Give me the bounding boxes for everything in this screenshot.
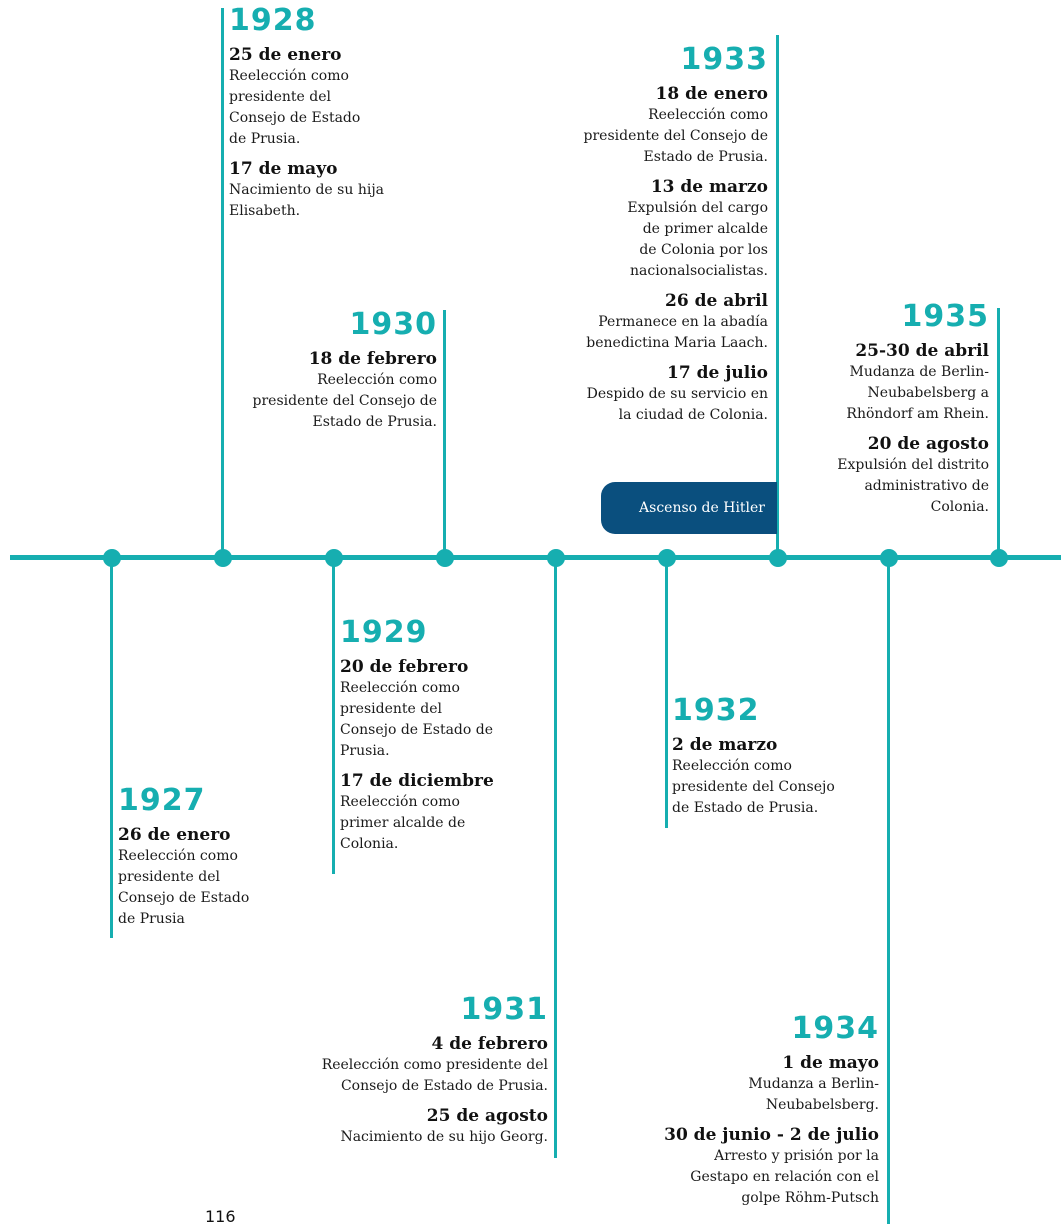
event-line: presidente del Consejo de bbox=[252, 393, 437, 409]
event-line: Estado de Prusia. bbox=[643, 149, 768, 165]
event-entry bbox=[630, 1052, 879, 1116]
year-label: 1930 bbox=[349, 307, 437, 342]
event-line: de Prusia. bbox=[229, 131, 301, 147]
year-block-1933 bbox=[540, 43, 768, 434]
event-line: Colonia. bbox=[930, 499, 989, 515]
event-entry bbox=[630, 1124, 879, 1209]
event-line: Reelección como presidente del bbox=[321, 1057, 548, 1073]
event-line: presidente del bbox=[340, 701, 442, 717]
event-entry bbox=[340, 770, 580, 855]
event-date: 13 de marzo bbox=[650, 177, 768, 197]
event-line: Estado de Prusia. bbox=[312, 414, 437, 430]
event-entry bbox=[229, 158, 459, 222]
event-date: 25 de agosto bbox=[426, 1106, 548, 1126]
event-date: 18 de febrero bbox=[308, 349, 437, 369]
event-date: 2 de marzo bbox=[672, 735, 778, 755]
event-line: la ciudad de Colonia. bbox=[618, 407, 768, 423]
stem-1927 bbox=[110, 558, 113, 938]
event-line: Consejo de Estado bbox=[118, 890, 250, 906]
event-date: 17 de mayo bbox=[229, 159, 338, 179]
event-line: presidente del Consejo bbox=[672, 779, 835, 795]
year-block-1934 bbox=[630, 1012, 879, 1217]
event-date: 17 de julio bbox=[667, 363, 768, 383]
event-date: 26 de abril bbox=[665, 291, 768, 311]
event-line: Mudanza de Berlin- bbox=[849, 364, 989, 380]
event-line: Despido de su servicio en bbox=[586, 386, 768, 402]
event-date: 20 de agosto bbox=[867, 434, 989, 454]
year-block-1930 bbox=[200, 308, 437, 441]
year-block-1929 bbox=[340, 616, 580, 863]
event-line: de primer alcalde bbox=[642, 221, 768, 237]
event-line: Prusia. bbox=[340, 743, 390, 759]
event-entry bbox=[540, 362, 768, 426]
stem-1934 bbox=[887, 558, 890, 1224]
stem-1930 bbox=[443, 310, 446, 560]
year-block-1932 bbox=[672, 694, 892, 827]
event-line: Reelección como bbox=[672, 758, 792, 774]
year-label: 1935 bbox=[901, 299, 989, 334]
event-line: Reelección como bbox=[229, 68, 349, 84]
event-line: de Prusia bbox=[118, 911, 185, 927]
event-line: Neubabelsberg a bbox=[867, 385, 989, 401]
event-line: administrativo de bbox=[864, 478, 989, 494]
event-entry bbox=[118, 824, 338, 930]
year-block-1928 bbox=[229, 4, 459, 230]
event-line: Nacimiento de su hijo Georg. bbox=[340, 1129, 548, 1145]
event-entry bbox=[540, 290, 768, 354]
event-entry bbox=[200, 348, 437, 433]
event-entry bbox=[290, 1105, 548, 1148]
year-label: 1928 bbox=[229, 3, 317, 38]
milestone-badge: Ascenso de Hitler bbox=[601, 482, 777, 534]
page-number: 116 bbox=[205, 1207, 236, 1226]
event-date: 20 de febrero bbox=[340, 657, 469, 677]
event-entry bbox=[790, 340, 989, 425]
event-line: de Estado de Prusia. bbox=[672, 800, 819, 816]
event-date: 18 de enero bbox=[655, 84, 768, 104]
event-line: Expulsión del cargo bbox=[627, 200, 768, 216]
year-block-1935 bbox=[790, 300, 989, 526]
year-label: 1927 bbox=[118, 783, 206, 818]
year-label: 1929 bbox=[340, 615, 428, 650]
event-line: de Colonia por los bbox=[639, 242, 768, 258]
event-line: primer alcalde de bbox=[340, 815, 466, 831]
stem-1928 bbox=[221, 8, 224, 560]
event-date: 30 de junio - 2 de julio bbox=[664, 1125, 879, 1145]
event-line: Reelección como bbox=[648, 107, 768, 123]
event-line: Arresto y prisión por la bbox=[714, 1148, 879, 1164]
event-entry bbox=[540, 83, 768, 168]
event-line: Consejo de Estado bbox=[229, 110, 361, 126]
event-line: Mudanza a Berlin- bbox=[748, 1076, 879, 1092]
event-line: presidente del Consejo de bbox=[583, 128, 768, 144]
event-line: Expulsión del distrito bbox=[837, 457, 989, 473]
event-line: Reelección como bbox=[317, 372, 437, 388]
event-date: 4 de febrero bbox=[431, 1034, 548, 1054]
event-line: Rhöndorf am Rhein. bbox=[846, 406, 989, 422]
event-line: Reelección como bbox=[340, 680, 460, 696]
event-entry bbox=[229, 44, 459, 150]
event-date: 1 de mayo bbox=[782, 1053, 879, 1073]
event-entry bbox=[672, 734, 892, 819]
event-line: Nacimiento de su hija bbox=[229, 182, 385, 198]
event-line: presidente del bbox=[118, 869, 220, 885]
stem-1935 bbox=[997, 308, 1000, 560]
year-label: 1931 bbox=[460, 992, 548, 1027]
year-label: 1932 bbox=[672, 693, 760, 728]
event-line: benedictina Maria Laach. bbox=[586, 335, 768, 351]
event-line: Consejo de Estado de Prusia. bbox=[340, 1078, 548, 1094]
event-date: 17 de diciembre bbox=[340, 771, 494, 791]
event-line: Reelección como bbox=[340, 794, 460, 810]
year-label: 1933 bbox=[680, 42, 768, 77]
stem-1932 bbox=[665, 558, 668, 828]
event-date: 25-30 de abril bbox=[855, 341, 989, 361]
event-date: 26 de enero bbox=[118, 825, 231, 845]
event-line: Colonia. bbox=[340, 836, 399, 852]
event-entry bbox=[540, 176, 768, 282]
event-entry bbox=[290, 1033, 548, 1097]
event-line: Consejo de Estado de bbox=[340, 722, 494, 738]
event-line: Gestapo en relación con el bbox=[690, 1169, 879, 1185]
year-label: 1934 bbox=[791, 1011, 879, 1046]
event-date: 25 de enero bbox=[229, 45, 342, 65]
year-block-1931 bbox=[290, 993, 548, 1156]
event-line: Elisabeth. bbox=[229, 203, 301, 219]
event-line: Permanece en la abadía bbox=[598, 314, 768, 330]
event-line: nacionalsocialistas. bbox=[630, 263, 768, 279]
timeline-axis bbox=[10, 555, 1061, 560]
event-line: Neubabelsberg. bbox=[765, 1097, 879, 1113]
event-line: Reelección como bbox=[118, 848, 238, 864]
event-line: presidente del bbox=[229, 89, 331, 105]
event-entry bbox=[790, 433, 989, 518]
year-block-1927 bbox=[118, 784, 338, 938]
event-entry bbox=[340, 656, 580, 762]
event-line: golpe Röhm-Putsch bbox=[741, 1190, 879, 1206]
